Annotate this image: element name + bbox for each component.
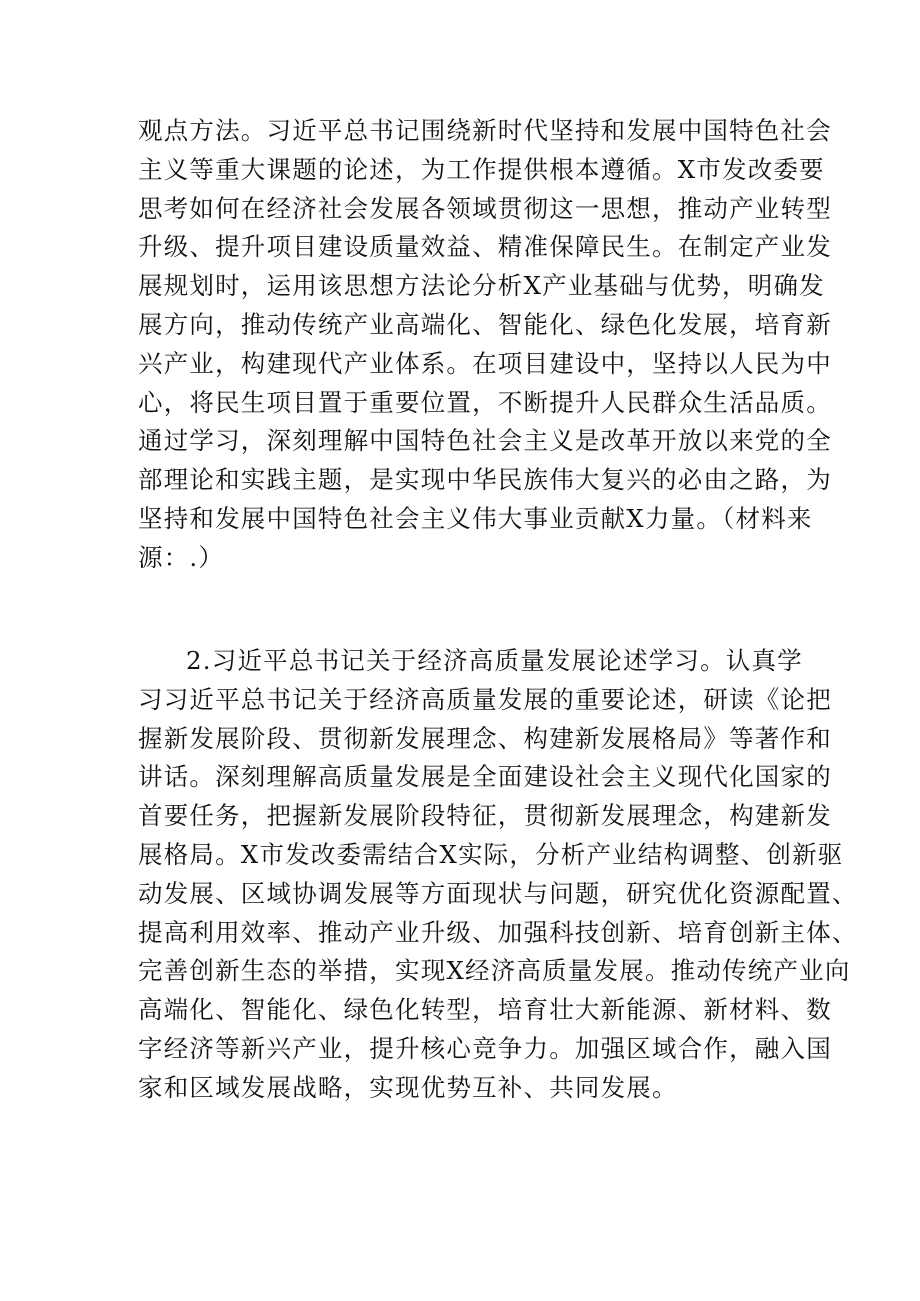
- text-line: 思考如何在经济社会发展各领域贯彻这一思想，推动产业转型: [138, 193, 832, 223]
- text-line: 首要任务，把握新发展阶段特征，贯彻新发展理念，构建新发: [138, 801, 832, 831]
- paragraph-2: [138, 642, 858, 1108]
- text-line: 讲话。深刻理解高质量发展是全面建设社会主义现代化国家的: [138, 762, 832, 792]
- text-line: 习习近平总书记关于经济高质量发展的重要论述，研读《论把: [138, 684, 832, 714]
- text-line: 字经济等新兴产业，提升核心竞争力。加强区域合作，融入国: [138, 1033, 832, 1063]
- text-line: 动发展、区域协调发展等方面现状与问题，研究优化资源配置、: [138, 878, 858, 908]
- text-line: 完善创新生态的举措，实现X经济高质量发展。推动传统产业向: [138, 956, 851, 986]
- text-line: 源：.）: [138, 542, 225, 572]
- text-line: 升级、提升项目建设质量效益、精准保障民生。在制定产业发: [138, 232, 832, 262]
- text-line: 2.习近平总书记关于经济高质量发展论述学习。认真学: [186, 646, 803, 675]
- text-line: 兴产业，构建现代产业体系。在项目建设中，坚持以人民为中: [138, 348, 832, 378]
- text-line: 心，将民生项目置于重要位置，不断提升人民群众生活品质。: [138, 387, 832, 417]
- text-line: 通过学习，深刻理解中国特色社会主义是改革开放以来党的全: [138, 426, 832, 456]
- text-line: 观点方法。习近平总书记围绕新时代坚持和发展中国特色社会: [138, 116, 832, 145]
- text-line: 展方向，推动传统产业高端化、智能化、绿色化发展，培育新: [138, 309, 832, 339]
- text-line: 家和区域发展战略，实现优势互补、共同发展。: [138, 1072, 678, 1102]
- text-line: 提高利用效率、推动产业升级、加强科技创新、培育创新主体、: [138, 917, 858, 947]
- text-line: 展规划时，运用该思想方法论分析X产业基础与优势，明确发: [138, 271, 825, 301]
- text-line: 主义等重大课题的论述，为工作提供根本遵循。X市发改委要: [138, 154, 825, 184]
- text-line: 展格局。X市发改委需结合X实际，分析产业结构调整、创新驱: [138, 839, 844, 869]
- paragraph-1: [138, 112, 832, 578]
- text-line: 高端化、智能化、绿色化转型，培育壮大新能源、新材料、数: [138, 995, 832, 1025]
- text-line: 握新发展阶段、贯彻新发展理念、构建新发展格局》等著作和: [138, 723, 832, 753]
- text-line: 坚持和发展中国特色社会主义伟大事业贡献X力量。（材料来: [138, 503, 813, 533]
- text-line: 部理论和实践主题，是实现中华民族伟大复兴的必由之路，为: [138, 465, 832, 495]
